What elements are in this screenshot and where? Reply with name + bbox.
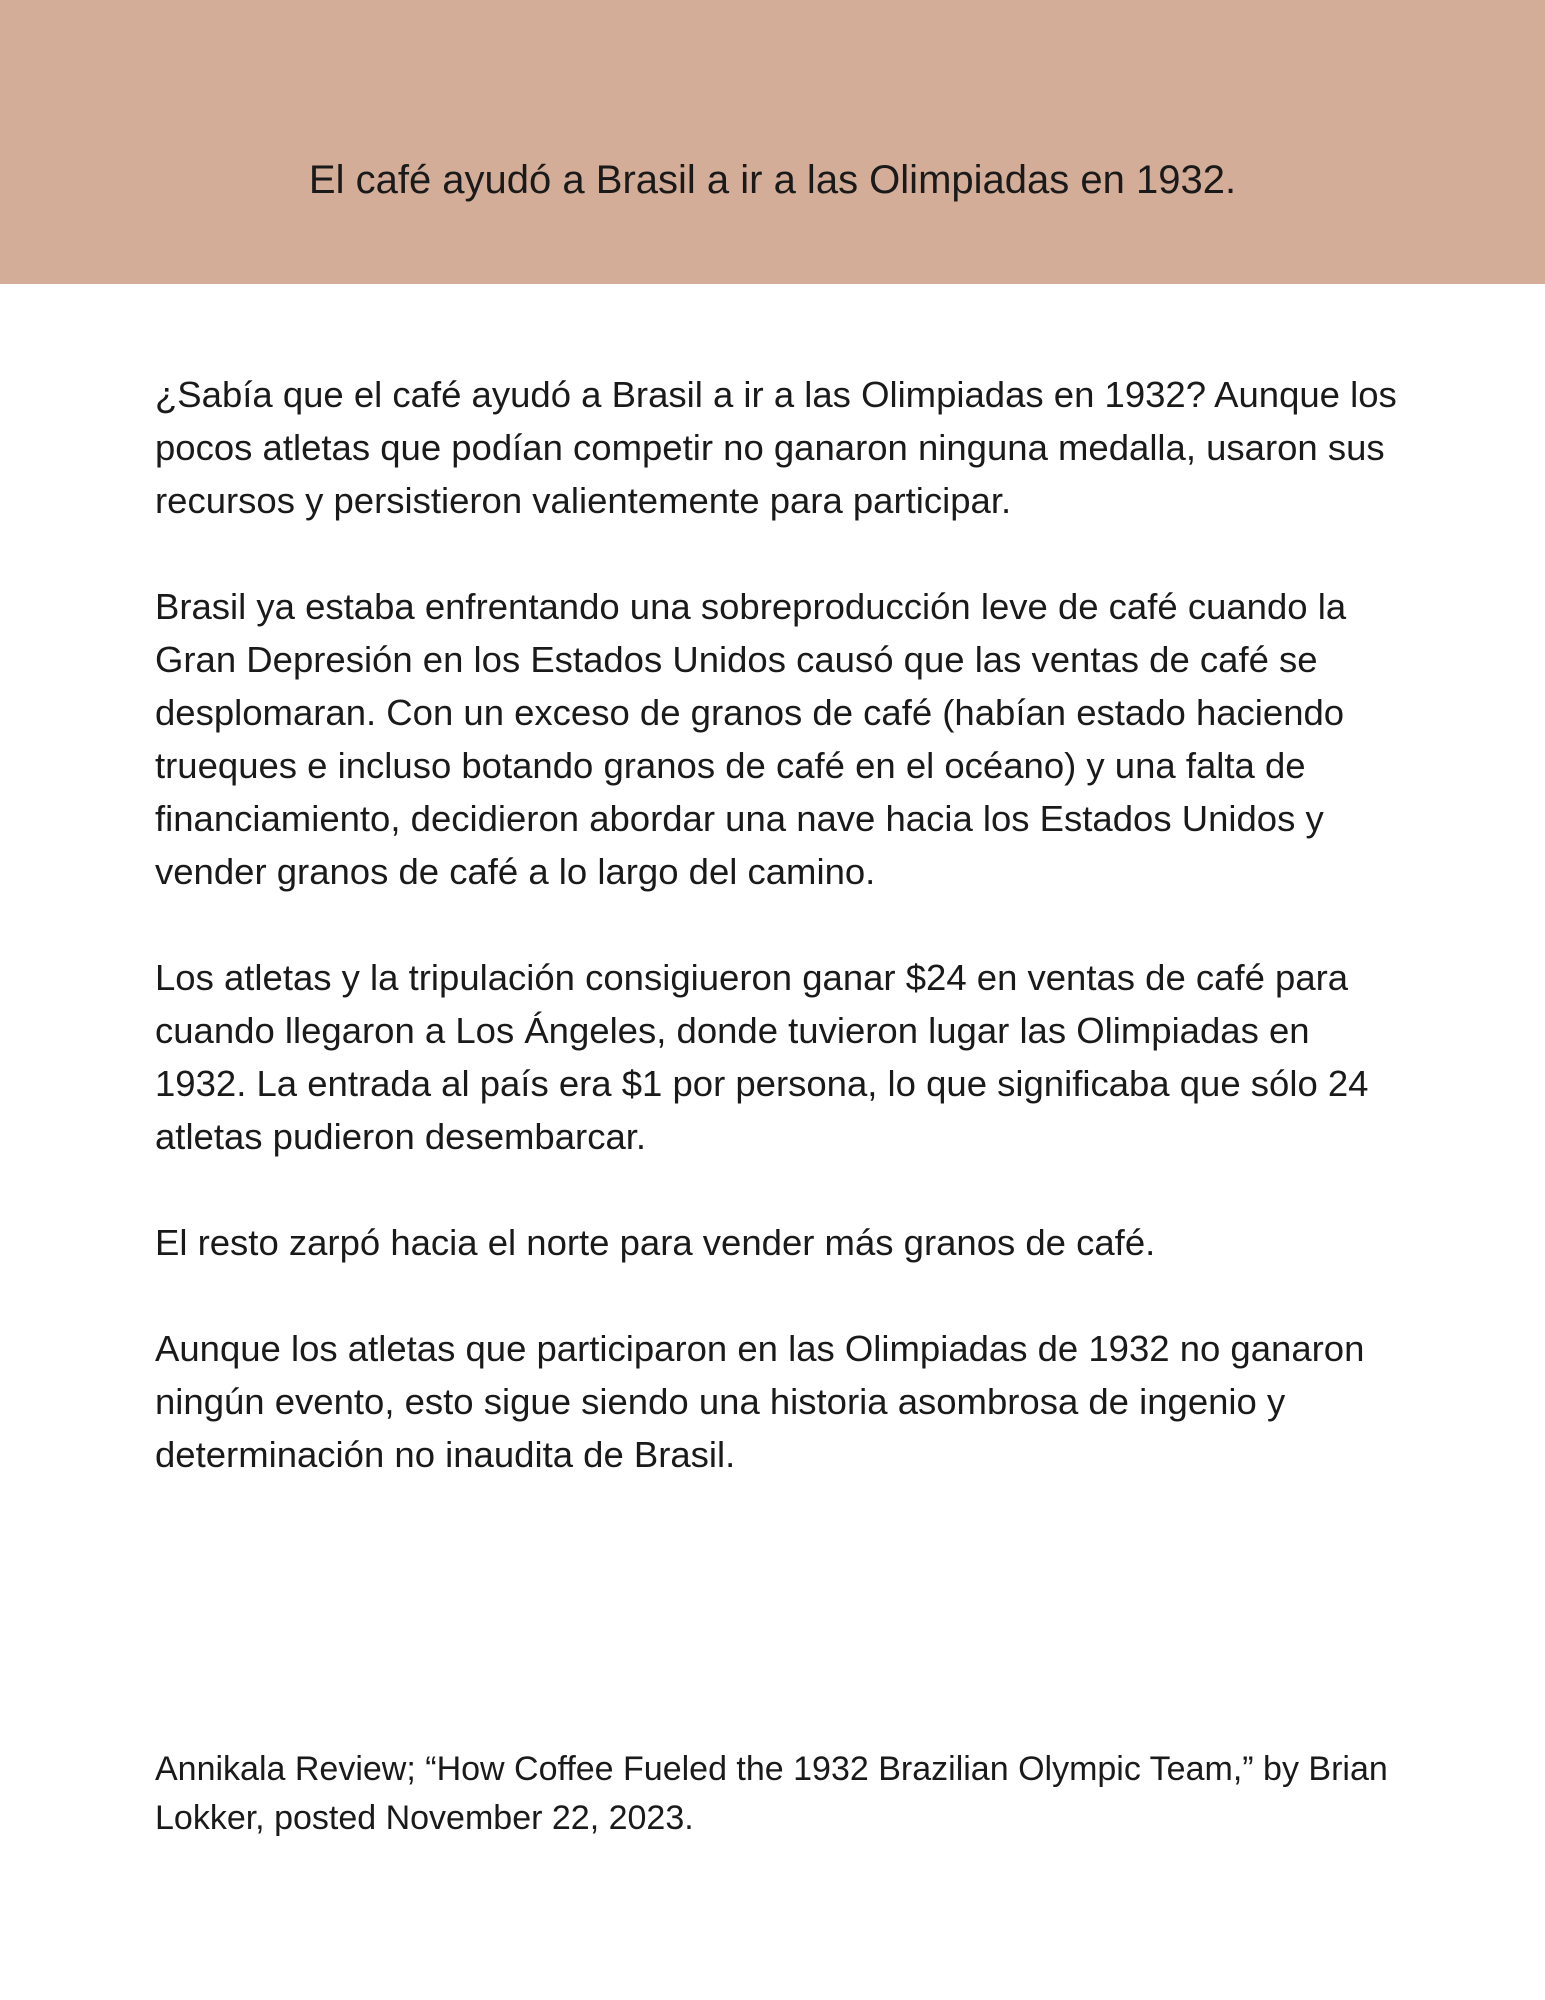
paragraph-conclusion: Aunque los atletas que participaron en las Olimpiadas de 1932 no ganaron ningún evento, esto sigue siendo una historia asombrosa de ingenio y determinación no inaudita de Brasil. <box>155 1328 1365 1475</box>
paragraph-great-depression: Brasil ya estaba enfrentando una sobreproducción leve de café cuando la Gran Depresión en los Estados Unidos causó que las ventas de café se desplomaran. Con un exceso de granos de café (habían estado haciendo trueques e incluso botando granos de café en el océano) y una falta de financiamiento, decidieron abordar una nave hacia los Estados Unidos y vender granos de café a lo largo del camino. <box>155 586 1347 892</box>
header-band <box>0 0 1545 284</box>
page-title: El café ayudó a Brasil a ir a las Olimpiadas en 1932. <box>308 158 1237 202</box>
paragraph-intro: ¿Sabía que el café ayudó a Brasil a ir a las Olimpiadas en 1932? Aunque los pocos atletas que podían competir no ganaron ninguna medalla, usaron sus recursos y persistieron valientemente para participar. <box>155 374 1397 521</box>
paragraph-los-angeles: Los atletas y la tripulación consigiueron ganar $24 en ventas de café para cuando llegaron a Los Ángeles, donde tuvieron lugar las Olimpiadas en 1932. La entrada al país era $1 por persona, lo que significaba que sólo 24 atletas pudieron desembarcar. <box>155 957 1369 1157</box>
source-citation: Annikala Review; “How Coffee Fueled the 1932 Brazilian Olympic Team,” by Brian Lokker, posted November 22, 2023. <box>155 1750 1388 1837</box>
paragraph-rest-sailed: El resto zarpó hacia el norte para vender más granos de café. <box>155 1222 1156 1263</box>
article-body <box>155 368 1405 1534</box>
